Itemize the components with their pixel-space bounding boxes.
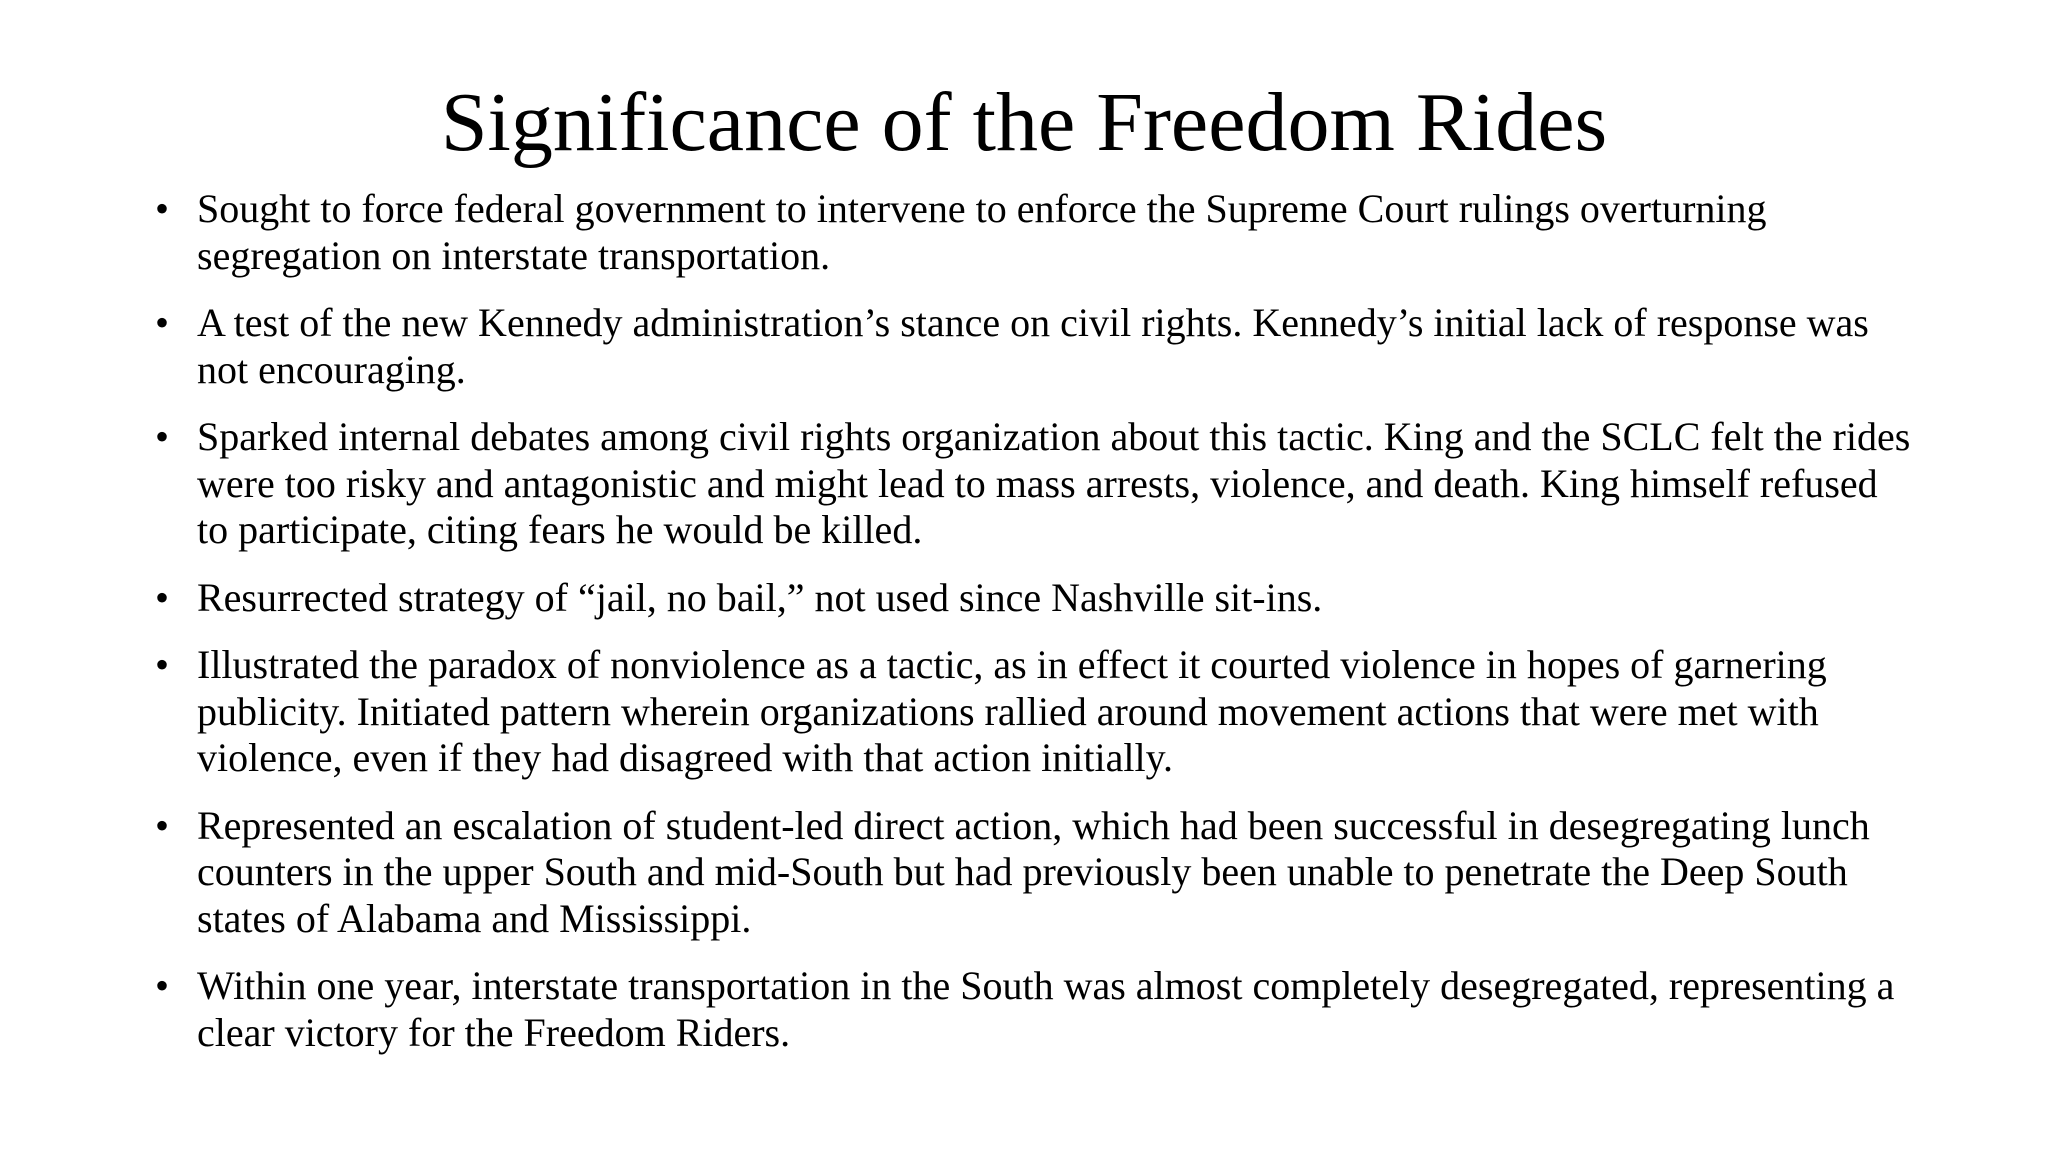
bullet-icon: •	[155, 414, 170, 459]
bullet-text: Represented an escalation of student-led direct action, which had been successful in desegregating lunch counters in the upper South and mid-South but had previously been unable to penetrate the Deep South states of Alabama and Mississippi.	[197, 802, 1870, 941]
bullet-icon: •	[155, 963, 170, 1008]
bullet-icon: •	[155, 642, 170, 687]
bullet-text: Sparked internal debates among civil rights organization about this tactic. King and the SCLC felt the rides were too risky and antagonistic and might lead to mass arrests, violence, and death. King himself refused to participate, citing fears he would be killed.	[197, 414, 1911, 552]
bullet-item	[155, 300, 1915, 393]
bullet-icon: •	[155, 186, 170, 231]
bullet-item	[155, 414, 1915, 554]
bullet-item	[155, 642, 1915, 782]
bullet-item	[155, 575, 1915, 622]
bullet-icon: •	[155, 802, 170, 848]
bullet-text: Within one year, interstate transportation in the South was almost completely desegregated, representing a clear victory for the Freedom Riders.	[197, 963, 1895, 1055]
bullet-text: Sought to force federal government to intervene to enforce the Supreme Court rulings overturning segregation on interstate transportation.	[197, 186, 1767, 278]
bullet-item	[155, 186, 1915, 279]
bullet-item	[155, 963, 1915, 1056]
bullet-item	[155, 803, 1915, 943]
bullet-text: Resurrected strategy of “jail, no bail,” not used since Nashville sit-ins.	[197, 574, 1323, 620]
bullet-text: A test of the new Kennedy administration’s stance on civil rights. Kennedy’s initial lack of response was not encouraging.	[197, 300, 1869, 392]
bullet-icon: •	[155, 574, 170, 620]
bullet-list	[155, 186, 1915, 1077]
bullet-text: Illustrated the paradox of nonviolence as a tactic, as in effect it courted violence in hopes of garnering publicity. Initiated pattern wherein organizations rallied around movement actions that were met with violence, even if they had disagreed with that action initially.	[197, 642, 1827, 780]
slide-title: Significance of the Freedom Rides	[440, 76, 1608, 169]
bullet-icon: •	[155, 300, 170, 345]
